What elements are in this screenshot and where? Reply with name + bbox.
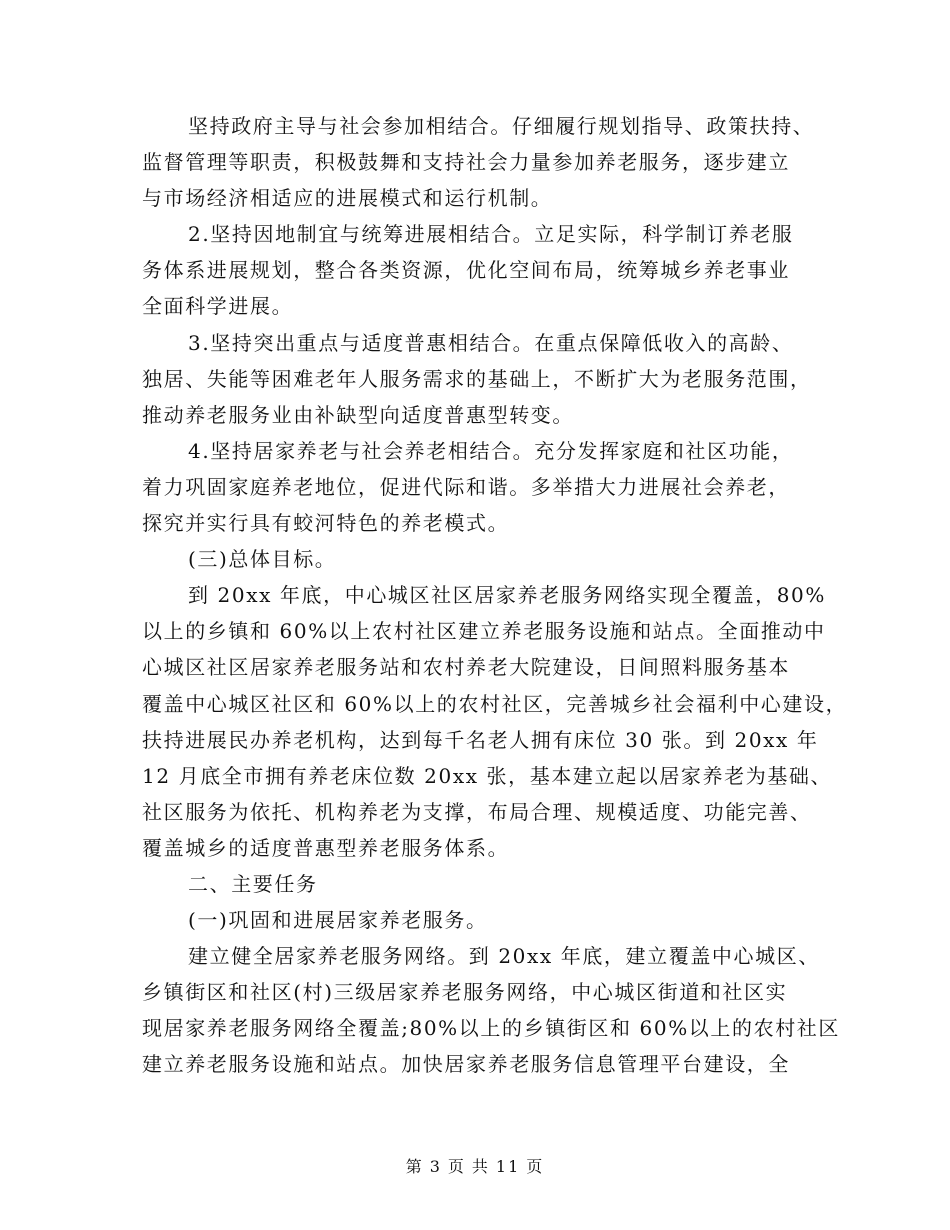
- text-line: (一)巩固和进展居家养老服务。: [188, 908, 488, 933]
- text-line: 监督管理等职责，积极鼓舞和支持社会力量参加养老服务，逐步建立: [142, 150, 790, 175]
- text-line: 扶持进展民办养老机构，达到每千名老人拥有床位 30 张。到 20xx 年: [142, 727, 819, 752]
- text-line: 12 月底全市拥有养老床位数 20xx 张，基本建立起以居家养老为基础、: [142, 763, 833, 788]
- text-line: 2.坚持因地制宜与统筹进展相结合。立足实际，科学制订养老服: [188, 222, 794, 247]
- text-line: 务体系进展规划，整合各类资源，优化空间布局，统筹城乡养老事业: [142, 258, 790, 283]
- text-line: 心城区社区居家养老服务站和农村养老大院建设，日间照料服务基本: [142, 655, 790, 680]
- document-body: [142, 108, 848, 1083]
- text-line: 建立养老服务设施和站点。加快居家养老服务信息管理平台建设，全: [142, 1052, 790, 1077]
- text-line: 与市场经济相适应的进展模式和运行机制。: [142, 186, 553, 211]
- text-line: 3.坚持突出重点与适度普惠相结合。在重点保障低收入的高龄、: [188, 330, 794, 355]
- total-pages-number: 11: [495, 1157, 521, 1176]
- text-line: 覆盖中心城区社区和 60%以上的农村社区，完善城乡社会福利中心建设，: [142, 691, 848, 716]
- footer-suffix: 页: [526, 1157, 545, 1176]
- text-line: 探究并实行具有蛟河特色的养老模式。: [142, 511, 510, 536]
- text-line: 推动养老服务业由补缺型向适度普惠型转变。: [142, 402, 574, 427]
- current-page-number: 3: [429, 1157, 442, 1176]
- text-line: 社区服务为依托、机构养老为支撑，布局合理、规模适度、功能完善、: [142, 799, 812, 824]
- text-line: 着力巩固家庭养老地位，促进代际和谐。多举措大力进展社会养老，: [142, 474, 790, 499]
- page-footer: [0, 1154, 950, 1177]
- text-line: 现居家养老服务网络全覆盖;80%以上的乡镇街区和 60%以上的农村社区: [142, 1016, 841, 1041]
- text-line: 坚持政府主导与社会参加相结合。仔细履行规划指导、政策扶持、: [188, 114, 815, 138]
- text-line: 以上的乡镇和 60%以上农村社区建立养老服务设施和站点。全面推动中: [142, 619, 826, 644]
- text-line: 4.坚持居家养老与社会养老相结合。充分发挥家庭和社区功能，: [188, 438, 794, 463]
- text-line: 二、主要任务: [188, 871, 318, 896]
- text-line: 覆盖城乡的适度普惠型养老服务体系。: [142, 835, 510, 860]
- footer-prefix: 第: [405, 1157, 424, 1176]
- text-line: 到 20xx 年底，中心城区社区居家养老服务网络实现全覆盖，80%: [188, 583, 826, 608]
- footer-total-label: 共: [471, 1157, 490, 1176]
- text-line: 全面科学进展。: [142, 294, 294, 319]
- text-line: (三)总体目标。: [188, 547, 337, 572]
- text-line: 独居、失能等困难老年人服务需求的基础上，不断扩大为老服务范围，: [142, 366, 812, 391]
- text-line: 乡镇街区和社区(村)三级居家养老服务网络，中心城区街道和社区实: [142, 980, 788, 1005]
- footer-page-label: 页: [447, 1157, 466, 1176]
- text-line: 建立健全居家养老服务网络。到 20xx 年底，建立覆盖中心城区、: [188, 944, 820, 969]
